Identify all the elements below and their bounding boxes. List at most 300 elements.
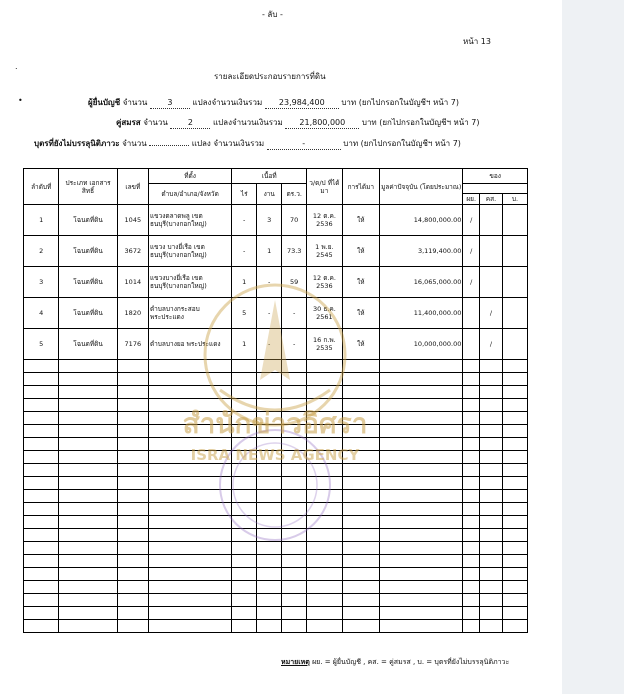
empty-cell xyxy=(232,607,257,620)
header-owner: ของ xyxy=(463,169,528,184)
empty-cell xyxy=(480,399,503,412)
empty-cell xyxy=(24,425,59,438)
empty-cell xyxy=(24,516,59,529)
summary-label: บุตรที่ยังไม่บรรลุนิติภาวะ xyxy=(34,139,120,148)
cell-date: 1 พ.ย. 2545 xyxy=(307,236,342,267)
cell-rai: 1 xyxy=(232,329,257,360)
empty-cell xyxy=(480,607,503,620)
empty-cell xyxy=(59,594,117,607)
empty-cell xyxy=(502,594,527,607)
empty-cell xyxy=(463,620,480,633)
empty-cell xyxy=(502,542,527,555)
empty-cell xyxy=(380,581,463,594)
table-row-empty xyxy=(24,620,528,633)
empty-cell xyxy=(117,529,148,542)
empty-cell xyxy=(59,581,117,594)
summary-amount: 23,984,400 xyxy=(265,98,339,109)
empty-cell xyxy=(380,412,463,425)
cell-owner-filer: / xyxy=(463,236,480,267)
summary-count xyxy=(149,145,189,146)
empty-cell xyxy=(480,555,503,568)
header-no: ลำดับที่ xyxy=(24,169,59,205)
cell-acquisition: ให้ xyxy=(342,267,379,298)
empty-cell xyxy=(148,581,231,594)
header-doc-type: ประเภท เอกสารสิทธิ์ xyxy=(59,169,117,205)
empty-cell xyxy=(342,607,379,620)
empty-cell xyxy=(232,594,257,607)
empty-cell xyxy=(117,490,148,503)
cell-no: 3 xyxy=(24,267,59,298)
cell-no: 2 xyxy=(24,236,59,267)
empty-cell xyxy=(502,529,527,542)
empty-cell xyxy=(463,568,480,581)
cell-rai: 5 xyxy=(232,298,257,329)
cell-doc-no: 1820 xyxy=(117,298,148,329)
empty-cell xyxy=(380,555,463,568)
empty-cell xyxy=(117,451,148,464)
empty-cell xyxy=(59,360,117,373)
empty-cell xyxy=(502,555,527,568)
empty-cell xyxy=(480,490,503,503)
empty-cell xyxy=(24,399,59,412)
table-row-empty xyxy=(24,581,528,594)
margin-bullet: • xyxy=(18,96,23,105)
cell-location: แขวงบางยี่เรือ เขต ธนบุรี(บางกอกใหญ่) xyxy=(148,267,231,298)
table-row-empty xyxy=(24,568,528,581)
empty-cell xyxy=(502,581,527,594)
empty-cell xyxy=(117,477,148,490)
empty-cell xyxy=(380,490,463,503)
empty-cell xyxy=(59,412,117,425)
empty-cell xyxy=(463,607,480,620)
cell-value: 3,119,400.00 xyxy=(380,236,463,267)
cell-owner-child xyxy=(502,236,527,267)
empty-cell xyxy=(148,620,231,633)
empty-cell xyxy=(59,399,117,412)
empty-cell xyxy=(502,464,527,477)
empty-cell xyxy=(307,607,342,620)
empty-cell xyxy=(380,399,463,412)
empty-cell xyxy=(117,373,148,386)
empty-cell xyxy=(480,477,503,490)
cell-date: 30 ธ.ค. 2561 xyxy=(307,298,342,329)
empty-cell xyxy=(480,451,503,464)
empty-cell xyxy=(307,594,342,607)
empty-cell xyxy=(463,581,480,594)
cell-doc-type: โฉนดที่ดิน xyxy=(59,298,117,329)
header-owner-filer: ผย. xyxy=(463,194,480,205)
summary-amount: 21,800,000 xyxy=(285,118,359,129)
empty-cell xyxy=(24,568,59,581)
summary-amount: - xyxy=(267,139,341,150)
empty-cell xyxy=(282,620,307,633)
summary-qty-label: จำนวน xyxy=(122,98,148,107)
summary-unit: บาท xyxy=(341,98,357,107)
cell-rai: - xyxy=(232,236,257,267)
empty-cell xyxy=(59,555,117,568)
empty-cell xyxy=(307,620,342,633)
empty-cell xyxy=(463,412,480,425)
empty-cell xyxy=(282,581,307,594)
empty-cell xyxy=(59,607,117,620)
header-value: มูลค่าปัจจุบัน (โดยประมาณ) xyxy=(380,169,463,205)
cell-doc-no: 1014 xyxy=(117,267,148,298)
empty-cell xyxy=(24,464,59,477)
summary-label: คู่สมรส xyxy=(116,118,141,127)
empty-cell xyxy=(24,542,59,555)
empty-cell xyxy=(502,360,527,373)
cell-ngan: - xyxy=(257,298,282,329)
empty-cell xyxy=(380,529,463,542)
empty-cell xyxy=(232,568,257,581)
empty-cell xyxy=(59,438,117,451)
cell-location: ตำบลบางยอ พระประแดง xyxy=(148,329,231,360)
empty-cell xyxy=(463,386,480,399)
empty-cell xyxy=(59,451,117,464)
empty-cell xyxy=(463,529,480,542)
cell-doc-no: 3672 xyxy=(117,236,148,267)
empty-cell xyxy=(380,464,463,477)
empty-cell xyxy=(117,425,148,438)
cell-owner-spouse xyxy=(480,267,503,298)
header-owner-spouse: คส. xyxy=(480,194,503,205)
empty-cell xyxy=(117,607,148,620)
header-ngan: งาน xyxy=(257,184,282,205)
empty-cell xyxy=(502,477,527,490)
cell-no: 4 xyxy=(24,298,59,329)
empty-cell xyxy=(342,581,379,594)
empty-cell xyxy=(463,399,480,412)
table-row-empty xyxy=(24,607,528,620)
section-title: รายละเอียดประกอบรายการที่ดิน xyxy=(214,72,326,81)
watermark-thai-text: สำนักข่าวอิศรา xyxy=(182,407,368,440)
empty-cell xyxy=(480,425,503,438)
empty-cell xyxy=(24,620,59,633)
watermark-quill-icon xyxy=(260,300,290,380)
empty-cell xyxy=(502,425,527,438)
empty-cell xyxy=(480,464,503,477)
empty-cell xyxy=(380,568,463,581)
empty-cell xyxy=(480,386,503,399)
empty-cell xyxy=(380,373,463,386)
cell-location: แขวงตลาดพลู เขต ธนบุรี(บางกอกใหญ่) xyxy=(148,205,231,236)
cell-value: 16,065,000.00 xyxy=(380,267,463,298)
empty-cell xyxy=(380,360,463,373)
empty-cell xyxy=(480,360,503,373)
empty-cell xyxy=(480,594,503,607)
empty-cell xyxy=(342,568,379,581)
summary-note: (ยกไปกรอกในบัญชีฯ หน้า 7) xyxy=(360,139,461,148)
cell-owner-filer: / xyxy=(463,267,480,298)
empty-cell xyxy=(59,373,117,386)
empty-cell xyxy=(480,412,503,425)
empty-cell xyxy=(463,490,480,503)
cell-no: 1 xyxy=(24,205,59,236)
header-location-sub: ตำบล/อำเภอ/จังหวัด xyxy=(148,184,231,205)
empty-cell xyxy=(117,568,148,581)
empty-cell xyxy=(24,607,59,620)
empty-cell xyxy=(480,516,503,529)
header-date: ว/ด/ป ที่ได้มา xyxy=(307,169,342,205)
empty-cell xyxy=(59,516,117,529)
summary-label: ผู้ยื่นบัญชี xyxy=(88,98,121,107)
empty-cell xyxy=(282,594,307,607)
empty-cell xyxy=(148,568,231,581)
viewer-side-panel xyxy=(562,0,624,694)
cell-wa: - xyxy=(282,329,307,360)
header-owner-spacer xyxy=(463,184,528,194)
cell-owner-filer xyxy=(463,329,480,360)
empty-cell xyxy=(380,438,463,451)
summary-count: 3 xyxy=(150,98,190,109)
isra-news-watermark xyxy=(160,270,390,560)
empty-cell xyxy=(24,555,59,568)
empty-cell xyxy=(117,438,148,451)
empty-cell xyxy=(502,607,527,620)
cell-owner-spouse xyxy=(480,205,503,236)
empty-cell xyxy=(307,581,342,594)
cell-value: 10,000,000.00 xyxy=(380,329,463,360)
summary-qty-label: จำนวน xyxy=(143,118,168,127)
empty-cell xyxy=(59,386,117,399)
header-doc-no: เลขที่ xyxy=(117,169,148,205)
empty-cell xyxy=(463,516,480,529)
empty-cell xyxy=(59,425,117,438)
summary-plots-label: แปลงจำนวนเงินรวม xyxy=(212,118,283,127)
cell-ngan: 1 xyxy=(257,236,282,267)
cell-owner-spouse xyxy=(480,236,503,267)
empty-cell xyxy=(380,594,463,607)
empty-cell xyxy=(232,620,257,633)
cell-acquisition: ให้ xyxy=(342,298,379,329)
empty-cell xyxy=(463,360,480,373)
summary-plots-label: แปลง จำนวนเงินรวม xyxy=(191,139,265,148)
empty-cell xyxy=(117,503,148,516)
cell-value: 11,400,000.00 xyxy=(380,298,463,329)
cell-owner-child xyxy=(502,267,527,298)
cell-ngan: - xyxy=(257,267,282,298)
empty-cell xyxy=(380,477,463,490)
footnote xyxy=(281,657,509,667)
empty-cell xyxy=(59,477,117,490)
empty-cell xyxy=(463,451,480,464)
empty-cell xyxy=(24,477,59,490)
summary-spouse xyxy=(116,118,480,129)
empty-cell xyxy=(502,568,527,581)
empty-cell xyxy=(480,620,503,633)
cell-wa: - xyxy=(282,298,307,329)
empty-cell xyxy=(502,438,527,451)
footnote-text: ผย. = ผู้ยื่นบัญชี , คส. = คู่สมรส , บ. = บุตรที่ยังไม่บรรลุนิติภาวะ xyxy=(312,658,510,666)
watermark-english-text: ISRA NEWS AGENCY xyxy=(190,446,360,464)
cell-owner-spouse: / xyxy=(480,298,503,329)
empty-cell xyxy=(480,503,503,516)
summary-count: 2 xyxy=(170,118,210,129)
cell-owner-spouse: / xyxy=(480,329,503,360)
empty-cell xyxy=(59,542,117,555)
empty-cell xyxy=(59,503,117,516)
header-area: เนื้อที่ xyxy=(232,169,307,184)
cell-wa: 59 xyxy=(282,267,307,298)
empty-cell xyxy=(117,399,148,412)
empty-cell xyxy=(380,451,463,464)
empty-cell xyxy=(502,399,527,412)
header-owner-child: บ. xyxy=(502,194,527,205)
empty-cell xyxy=(502,620,527,633)
summary-filer xyxy=(88,98,459,109)
empty-cell xyxy=(24,581,59,594)
empty-cell xyxy=(282,568,307,581)
empty-cell xyxy=(117,360,148,373)
cell-doc-type: โฉนดที่ดิน xyxy=(59,236,117,267)
empty-cell xyxy=(24,373,59,386)
cell-wa: 73.3 xyxy=(282,236,307,267)
empty-cell xyxy=(59,568,117,581)
empty-cell xyxy=(480,529,503,542)
cell-doc-no: 7176 xyxy=(117,329,148,360)
summary-unit: บาท xyxy=(343,139,359,148)
cell-doc-no: 1045 xyxy=(117,205,148,236)
summary-minor-child xyxy=(34,139,461,150)
margin-dot: . xyxy=(15,62,18,71)
cell-no: 5 xyxy=(24,329,59,360)
page-number: หน้า 13 xyxy=(463,37,491,46)
empty-cell xyxy=(502,516,527,529)
empty-cell xyxy=(480,581,503,594)
empty-cell xyxy=(463,542,480,555)
cell-ngan: 3 xyxy=(257,205,282,236)
empty-cell xyxy=(257,581,282,594)
empty-cell xyxy=(24,529,59,542)
empty-cell xyxy=(117,386,148,399)
header-wa: ตร.ว. xyxy=(282,184,307,205)
empty-cell xyxy=(380,425,463,438)
cell-doc-type: โฉนดที่ดิน xyxy=(59,205,117,236)
empty-cell xyxy=(117,464,148,477)
cell-location: แขวง บางยี่เรือ เขต ธนบุรี(บางกอกใหญ่) xyxy=(148,236,231,267)
cell-owner-filer: / xyxy=(463,205,480,236)
cell-wa: 70 xyxy=(282,205,307,236)
header-rai: ไร่ xyxy=(232,184,257,205)
empty-cell xyxy=(480,568,503,581)
summary-unit: บาท xyxy=(361,118,377,127)
empty-cell xyxy=(24,438,59,451)
empty-cell xyxy=(502,373,527,386)
empty-cell xyxy=(342,620,379,633)
empty-cell xyxy=(24,503,59,516)
empty-cell xyxy=(463,425,480,438)
cell-date: 12 ต.ค. 2536 xyxy=(307,205,342,236)
empty-cell xyxy=(480,438,503,451)
empty-cell xyxy=(117,555,148,568)
empty-cell xyxy=(380,607,463,620)
empty-cell xyxy=(380,516,463,529)
cell-date: 16 ก.พ. 2535 xyxy=(307,329,342,360)
empty-cell xyxy=(117,594,148,607)
table-row-empty xyxy=(24,594,528,607)
empty-cell xyxy=(463,594,480,607)
empty-cell xyxy=(24,490,59,503)
header-acquisition: การได้มา xyxy=(342,169,379,205)
empty-cell xyxy=(257,594,282,607)
empty-cell xyxy=(380,620,463,633)
empty-cell xyxy=(257,607,282,620)
empty-cell xyxy=(257,568,282,581)
empty-cell xyxy=(380,503,463,516)
empty-cell xyxy=(59,490,117,503)
cell-rai: 1 xyxy=(232,267,257,298)
empty-cell xyxy=(480,373,503,386)
empty-cell xyxy=(24,360,59,373)
empty-cell xyxy=(117,412,148,425)
empty-cell xyxy=(24,412,59,425)
empty-cell xyxy=(117,542,148,555)
cell-owner-child xyxy=(502,298,527,329)
empty-cell xyxy=(463,555,480,568)
empty-cell xyxy=(117,581,148,594)
empty-cell xyxy=(24,386,59,399)
empty-cell xyxy=(257,620,282,633)
empty-cell xyxy=(59,529,117,542)
empty-cell xyxy=(148,594,231,607)
empty-cell xyxy=(480,542,503,555)
summary-qty-label: จำนวน xyxy=(122,139,147,148)
cell-acquisition: ให้ xyxy=(342,236,379,267)
empty-cell xyxy=(463,438,480,451)
empty-cell xyxy=(502,386,527,399)
empty-cell xyxy=(502,412,527,425)
cell-rai: - xyxy=(232,205,257,236)
empty-cell xyxy=(24,594,59,607)
classification-label: - ลับ - xyxy=(262,10,283,19)
empty-cell xyxy=(117,516,148,529)
empty-cell xyxy=(59,620,117,633)
empty-cell xyxy=(24,451,59,464)
cell-value: 14,800,000.00 xyxy=(380,205,463,236)
cell-doc-type: โฉนดที่ดิน xyxy=(59,267,117,298)
cell-acquisition: ให้ xyxy=(342,205,379,236)
table-row xyxy=(24,205,528,236)
cell-acquisition: ให้ xyxy=(342,329,379,360)
empty-cell xyxy=(148,607,231,620)
empty-cell xyxy=(502,451,527,464)
footnote-label: หมายเหตุ xyxy=(281,658,310,666)
empty-cell xyxy=(342,594,379,607)
empty-cell xyxy=(380,542,463,555)
empty-cell xyxy=(232,581,257,594)
summary-note: (ยกไปกรอกในบัญชีฯ หน้า 7) xyxy=(379,118,480,127)
empty-cell xyxy=(463,503,480,516)
empty-cell xyxy=(502,503,527,516)
empty-cell xyxy=(117,620,148,633)
cell-owner-filer xyxy=(463,298,480,329)
table-row xyxy=(24,236,528,267)
summary-plots-label: แปลงจำนวนเงินรวม xyxy=(192,98,263,107)
cell-owner-child xyxy=(502,329,527,360)
cell-owner-child xyxy=(502,205,527,236)
cell-date: 12 ต.ค. 2536 xyxy=(307,267,342,298)
empty-cell xyxy=(307,568,342,581)
empty-cell xyxy=(463,464,480,477)
empty-cell xyxy=(380,386,463,399)
cell-doc-type: โฉนดที่ดิน xyxy=(59,329,117,360)
empty-cell xyxy=(282,607,307,620)
empty-cell xyxy=(502,490,527,503)
empty-cell xyxy=(463,373,480,386)
empty-cell xyxy=(463,477,480,490)
header-location: ที่ตั้ง xyxy=(148,169,231,184)
summary-note: (ยกไปกรอกในบัญชีฯ หน้า 7) xyxy=(358,98,459,107)
